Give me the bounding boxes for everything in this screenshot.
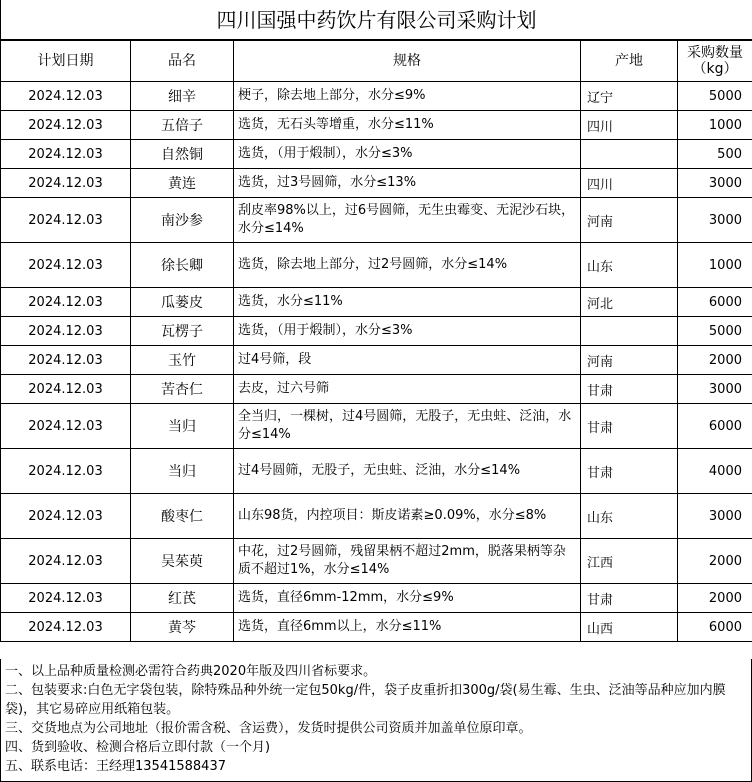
row-spec: 选货，过3号圆筛，水分≤13% <box>234 169 581 198</box>
row-spec: 过4号筛，段 <box>234 346 581 375</box>
row-name: 瓜蒌皮 <box>131 288 234 317</box>
row-qty: 500 <box>678 140 752 169</box>
row-origin: 河南 <box>581 198 678 243</box>
row-date: 2024.12.03 <box>1 404 131 449</box>
row-qty: 6000 <box>678 613 752 642</box>
row-date: 2024.12.03 <box>1 317 131 346</box>
row-origin: 四川 <box>581 169 678 198</box>
table-row <box>1 375 752 404</box>
row-qty: 6000 <box>678 404 752 449</box>
row-name: 酸枣仁 <box>131 494 234 539</box>
table-row <box>1 449 752 494</box>
table-row <box>1 82 752 111</box>
header-date: 计划日期 <box>1 41 131 82</box>
row-spec: 刮皮率98%以上，过6号圆筛，无生虫霉变、无泥沙石块，水分≤14% <box>234 198 581 243</box>
row-spec: 全当归，一棵树，过4号圆筛，无股子，无虫蛀、泛油，水分≤14% <box>234 404 581 449</box>
table-row <box>1 111 752 140</box>
row-origin: 甘肃 <box>581 375 678 404</box>
table-row <box>1 243 752 288</box>
row-spec: 选货，直径6mm以上，水分≤11% <box>234 613 581 642</box>
row-origin: 甘肃 <box>581 584 678 613</box>
row-name: 徐长卿 <box>131 243 234 288</box>
table-row <box>1 539 752 584</box>
row-date: 2024.12.03 <box>1 494 131 539</box>
row-date: 2024.12.03 <box>1 375 131 404</box>
purchase-table <box>0 40 752 642</box>
row-name: 当归 <box>131 449 234 494</box>
note-item: 三、交货地点为公司地址（报价需含税、含运费），发货时提供公司资质并加盖单位原印章。 <box>5 721 532 736</box>
row-spec: 选货，无石头等增重，水分≤11% <box>234 111 581 140</box>
header-spec: 规格 <box>234 41 581 82</box>
row-date: 2024.12.03 <box>1 613 131 642</box>
row-spec: 选货，（用于煅制），水分≤3% <box>234 317 581 346</box>
row-name: 红芪 <box>131 584 234 613</box>
row-spec: 中花，过2号圆筛，残留果柄不超过2mm，脱落果柄等杂质不超过1%，水分≤14% <box>234 539 581 584</box>
header-origin: 产地 <box>581 41 678 82</box>
notes-section <box>0 659 752 782</box>
row-name: 玉竹 <box>131 346 234 375</box>
row-name: 当归 <box>131 404 234 449</box>
row-qty: 3000 <box>678 169 752 198</box>
table-row <box>1 613 752 642</box>
row-date: 2024.12.03 <box>1 140 131 169</box>
row-qty: 5000 <box>678 317 752 346</box>
table-row <box>1 317 752 346</box>
table-row <box>1 346 752 375</box>
table-row <box>1 288 752 317</box>
table-row <box>1 198 752 243</box>
note-item: 二、包装要求:白色无字袋包装，除特殊品种外统一定包50kg/件，袋子皮重折扣300g/袋(易生霉、生虫、泛油等品种应加内膜袋)，其它易碎应用纸箱包装。 <box>5 683 726 717</box>
header-name: 品名 <box>131 41 234 82</box>
row-qty: 1000 <box>678 243 752 288</box>
row-spec: 过4号圆筛，无股子，无虫蛀、泛油，水分≤14% <box>234 449 581 494</box>
row-qty: 4000 <box>678 449 752 494</box>
row-qty: 3000 <box>678 198 752 243</box>
row-date: 2024.12.03 <box>1 584 131 613</box>
row-date: 2024.12.03 <box>1 539 131 584</box>
row-name: 细辛 <box>131 82 234 111</box>
row-date: 2024.12.03 <box>1 111 131 140</box>
row-qty: 2000 <box>678 539 752 584</box>
table-row <box>1 140 752 169</box>
row-date: 2024.12.03 <box>1 82 131 111</box>
row-name: 南沙参 <box>131 198 234 243</box>
note-item: 五、联系电话：王经理13541588437 <box>5 759 226 774</box>
table-row <box>1 404 752 449</box>
row-name: 黄芩 <box>131 613 234 642</box>
row-name: 黄连 <box>131 169 234 198</box>
row-name: 自然铜 <box>131 140 234 169</box>
row-origin: 四川 <box>581 111 678 140</box>
row-qty: 5000 <box>678 82 752 111</box>
row-qty: 2000 <box>678 584 752 613</box>
note-item: 四、货到验收、检测合格后立即付款（一个月) <box>5 740 271 755</box>
row-spec: 选货，直径6mm-12mm，水分≤9% <box>234 584 581 613</box>
row-date: 2024.12.03 <box>1 449 131 494</box>
row-date: 2024.12.03 <box>1 288 131 317</box>
row-name: 五倍子 <box>131 111 234 140</box>
table-row <box>1 584 752 613</box>
row-name: 苦杏仁 <box>131 375 234 404</box>
table-row <box>1 169 752 198</box>
row-qty: 2000 <box>678 346 752 375</box>
row-qty: 3000 <box>678 494 752 539</box>
row-origin: 河南 <box>581 346 678 375</box>
table-row <box>1 494 752 539</box>
row-origin: 甘肃 <box>581 404 678 449</box>
header-qty: 采购数量（kg） <box>678 41 752 82</box>
row-qty: 1000 <box>678 111 752 140</box>
row-date: 2024.12.03 <box>1 198 131 243</box>
row-origin: 山东 <box>581 243 678 288</box>
row-name: 吴茱萸 <box>131 539 234 584</box>
row-origin: 河北 <box>581 288 678 317</box>
row-spec: 梗子，除去地上部分，水分≤9% <box>234 82 581 111</box>
row-spec: 山东98货，内控项目：斯皮诺素≥0.09%，水分≤8% <box>234 494 581 539</box>
row-spec: 选货，（用于煅制），水分≤3% <box>234 140 581 169</box>
row-origin <box>581 140 678 169</box>
row-spec: 去皮，过六号筛 <box>234 375 581 404</box>
row-origin: 山西 <box>581 613 678 642</box>
row-qty: 3000 <box>678 375 752 404</box>
row-origin: 江西 <box>581 539 678 584</box>
row-origin: 甘肃 <box>581 449 678 494</box>
page-title: 四川国强中药饮片有限公司采购计划 <box>0 0 752 40</box>
note-item: 一、以上品种质量检测必需符合药典2020年版及四川省标要求。 <box>5 664 377 679</box>
row-spec: 选货，除去地上部分，过2号圆筛，水分≤14% <box>234 243 581 288</box>
table-header-row <box>1 41 752 82</box>
row-origin: 山东 <box>581 494 678 539</box>
row-name: 瓦楞子 <box>131 317 234 346</box>
row-date: 2024.12.03 <box>1 346 131 375</box>
row-origin <box>581 317 678 346</box>
row-date: 2024.12.03 <box>1 169 131 198</box>
row-spec: 选货，水分≤11% <box>234 288 581 317</box>
row-origin: 辽宁 <box>581 82 678 111</box>
row-date: 2024.12.03 <box>1 243 131 288</box>
row-qty: 6000 <box>678 288 752 317</box>
